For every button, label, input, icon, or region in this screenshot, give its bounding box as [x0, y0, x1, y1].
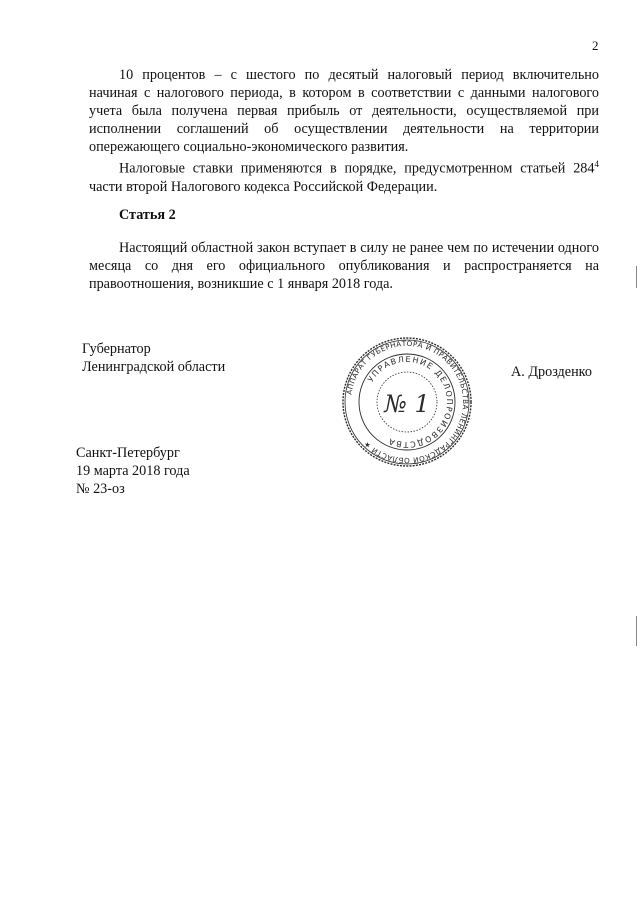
paragraph-rates-order-text: [89, 155, 599, 196]
signature-title: [82, 340, 225, 376]
scan-edge-mark: [636, 266, 637, 288]
paragraph-rates-order: [89, 155, 599, 196]
signature-title-line2: Ленинградской области: [82, 359, 226, 375]
rates-order-main: Налоговые ставки применяются в порядке, предусмотренном статьей 284: [119, 160, 595, 177]
paragraph-tax-rate-text: 10 процентов – с шестого по десятый налоговый период включительно начиная с налогового периода, в котором в соответствии с данными налогового учета была получена первая прибыль от деятельности, осуществляемой при исполнении соглашений об осуществлении деятельности на территории опережающего социально-экономического развития.: [89, 67, 599, 155]
paragraph-entry-into-force-text: Настоящий областной закон вступает в силу не ранее чем по истечении одного месяца со дня его официального опубликования и распространяется на правоотношения, возникшие с 1 января 2018 года.: [89, 240, 599, 292]
signing-date: 19 марта 2018 года: [76, 463, 190, 479]
law-number: № 23-оз: [76, 481, 125, 497]
paragraph-entry-into-force: [89, 239, 599, 293]
article-superscript: 4: [594, 159, 599, 169]
place-date-block: [76, 444, 190, 498]
paragraph-tax-rate: [89, 66, 599, 156]
scan-edge-mark: [636, 616, 637, 646]
official-seal: [341, 336, 473, 468]
signature-title-line1: Губернатор: [82, 341, 151, 357]
seal-center-number: № 1: [384, 390, 430, 418]
seal-inner-text: УПРАВЛЕНИЕ ДЕЛОПРОИЗВОДСТВА: [365, 354, 455, 450]
signing-city: Санкт-Петербург: [76, 445, 180, 461]
article-heading: Статья 2: [119, 207, 176, 223]
rates-order-tail: части второй Налогового кодекса Российской Федерации.: [89, 178, 438, 195]
seal-outer-text: АППАРАТ ГУБЕРНАТОРА И ПРАВИТЕЛЬСТВА ЛЕНИНГРАДСКОЙ ОБЛАСТИ ★: [344, 338, 471, 466]
signature-name: А. Дрозденко: [511, 364, 592, 380]
page-number: 2: [592, 38, 599, 53]
